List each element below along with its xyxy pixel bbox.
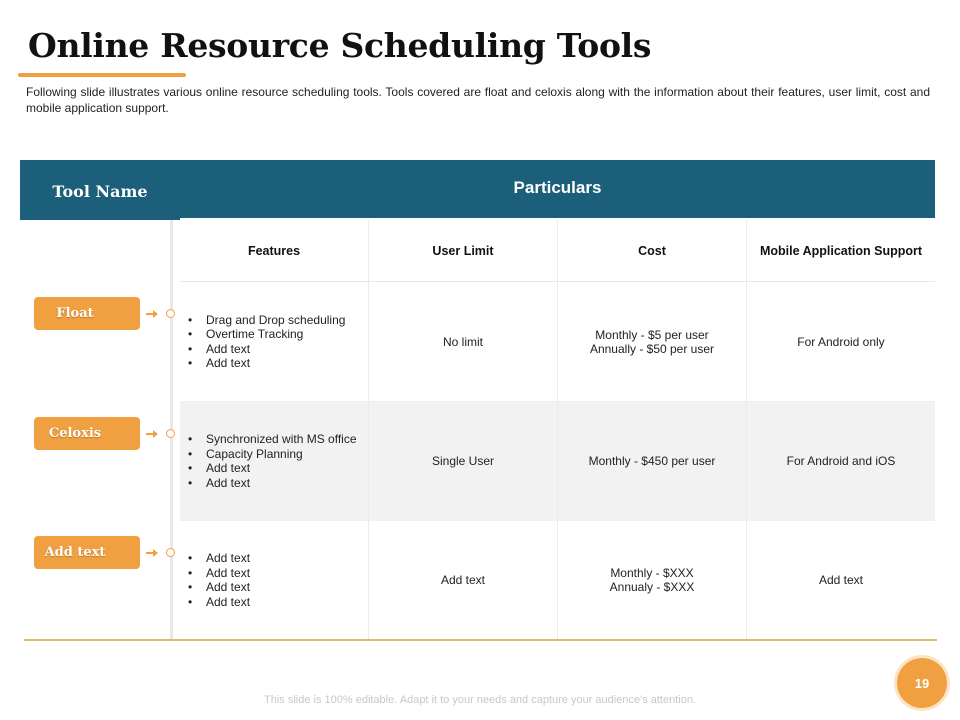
mobile-support-cell: For Android only [797,334,885,349]
features-list [188,551,250,609]
user-limit-cell: Single User [369,402,558,520]
cost-line: Monthly - $XXX [610,566,694,580]
slide-subtitle: Following slide illustrates various online resource scheduling tools. Tools covered are float and celoxis along with the information about their features, user limit, cost and mobile application support. [26,85,930,115]
list-item: • Add text [188,461,357,476]
column-header-user-limit: User Limit [369,220,558,281]
cost-line: Monthly - $5 per user [595,327,709,342]
column-header-cost: Cost [558,220,747,281]
list-item: • Add text [188,580,250,595]
page-number-badge: 19 [897,658,947,708]
title-underline [18,73,186,77]
tool-label-celoxis: Celoxis [34,417,140,450]
arrow-right-icon [146,429,160,439]
slide-footer: This slide is 100% editable. Adapt it to your needs and capture your audience's attention. [264,694,696,706]
table-row [180,401,935,520]
table-bottom-border [24,639,937,641]
particulars-table [180,220,935,639]
list-item: • Add text [188,342,345,357]
features-cell [180,282,369,401]
timeline-dot [166,429,175,438]
features-cell [180,521,369,639]
table-row [180,520,935,639]
list-item: • Add text [188,356,345,371]
cost-cell [558,402,747,520]
list-item: • Capacity Planning [188,447,357,462]
features-list [188,313,345,371]
list-item: • Synchronized with MS office [188,432,357,447]
timeline-dot [166,309,175,318]
column-header-row [180,220,935,282]
features-list [188,432,357,490]
column-header-mobile-support: Mobile Application Support [759,243,923,258]
list-item: • Add text [188,551,250,566]
slide-title: Online Resource Scheduling Tools [28,26,652,65]
features-cell [180,402,369,520]
user-limit-cell: Add text [369,521,558,639]
mobile-support-cell: For Android and iOS [786,454,896,468]
cost-line: Monthly - $450 per user [588,454,716,468]
mobile-support-cell: Add text [818,573,864,587]
list-item: • Add text [188,566,250,581]
list-item: • Add text [188,595,250,610]
list-item: • Drag and Drop scheduling [188,313,345,328]
cost-line: Annually - $50 per user [589,341,715,356]
list-item: • Add text [188,476,357,491]
cost-cell [558,521,747,639]
tool-label-add-text: Add text [34,536,140,569]
arrow-right-icon [146,548,160,558]
column-header-features: Features [180,220,369,281]
table-row [180,282,935,401]
arrow-right-icon [146,309,160,319]
user-limit-cell: No limit [369,282,558,401]
tool-name-header: Tool Name [20,160,180,220]
particulars-header: Particulars [513,178,602,197]
tool-label-float: Float [34,297,140,330]
list-item: • Overtime Tracking [188,327,345,342]
cost-line: Annualy - $XXX [609,580,695,594]
timeline-dot [166,548,175,557]
cost-cell [558,282,747,401]
